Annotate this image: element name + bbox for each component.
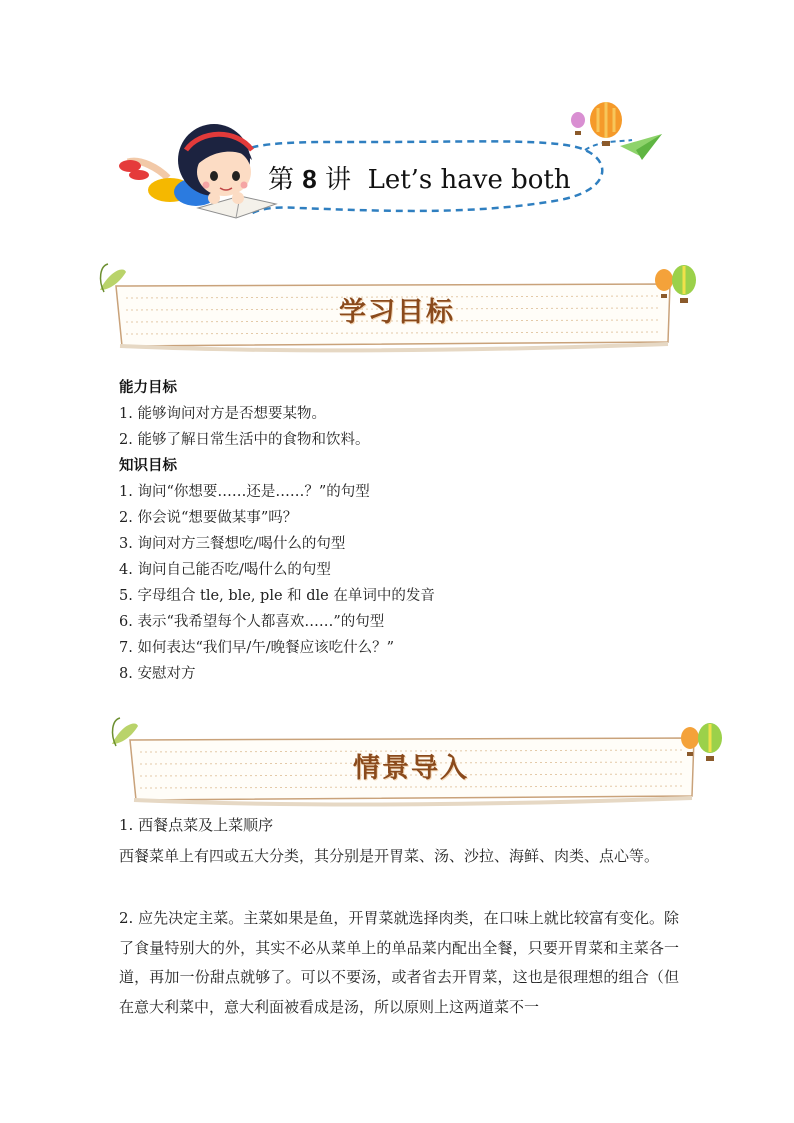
girl-reading-illustration xyxy=(119,124,276,218)
ability-goals-heading: 能力目标 xyxy=(119,380,177,396)
list-item: 2. 你会说“想要做某事”吗？ xyxy=(119,510,298,526)
list-item: 7. 如何表达“我们早/午/晚餐应该吃什么？” xyxy=(119,640,395,656)
hot-air-balloons-illustration xyxy=(571,102,622,146)
intro-section-banner xyxy=(0,714,794,814)
knowledge-goals-heading: 知识目标 xyxy=(119,458,177,474)
intro-section-title: 情景导入 xyxy=(353,753,469,784)
intro-point1-title: 1. 西餐点菜及上菜顺序 xyxy=(119,816,274,834)
intro-point1-text: 西餐菜单上有四或五大分类，其分别是开胃菜、汤、沙拉、海鲜、肉类、点心等。 xyxy=(119,847,660,865)
lesson-name: Let’s have both xyxy=(367,165,571,195)
lesson-title xyxy=(268,160,571,199)
list-item: 8. 安慰对方 xyxy=(119,666,196,682)
list-item: 5. 字母组合 tle, ble, ple 和 dle 在单词中的发音 xyxy=(119,588,435,604)
goals-section-title: 学习目标 xyxy=(339,297,455,328)
goals-section-banner xyxy=(0,258,794,358)
lesson-suffix: 讲 xyxy=(325,165,352,195)
title-banner xyxy=(0,0,794,240)
list-item: 2. 能够了解日常生活中的食物和饮料。 xyxy=(119,432,370,448)
lesson-number: 8 xyxy=(302,164,317,194)
intro-point2-text: 2. 应先决定主菜。主菜如果是鱼，开胃菜就选择肉类，在口味上就比较富有变化。除了食量特别大的外，其实不必从菜单上的单品菜内配出全餐，只要开胃菜和主菜各一道，再加一份甜点就够了。可以不要汤，或者省去开胃菜，这也是很理想的组合（但在意大利菜中，意大利面被看成是汤，所以原则上这两道菜不一 xyxy=(119,909,679,1016)
paper-airplane-icon xyxy=(620,134,662,160)
list-item: 1. 能够询问对方是否想要某物。 xyxy=(119,406,326,422)
list-item: 3. 询问对方三餐想吃/喝什么的句型 xyxy=(119,536,346,552)
list-item: 4. 询问自己能否吃/喝什么的句型 xyxy=(119,562,331,578)
lesson-prefix: 第 xyxy=(268,165,295,195)
list-item: 6. 表示“我希望每个人都喜欢……”的句型 xyxy=(119,614,385,630)
list-item: 1. 询问“你想要……还是……？”的句型 xyxy=(119,484,370,500)
